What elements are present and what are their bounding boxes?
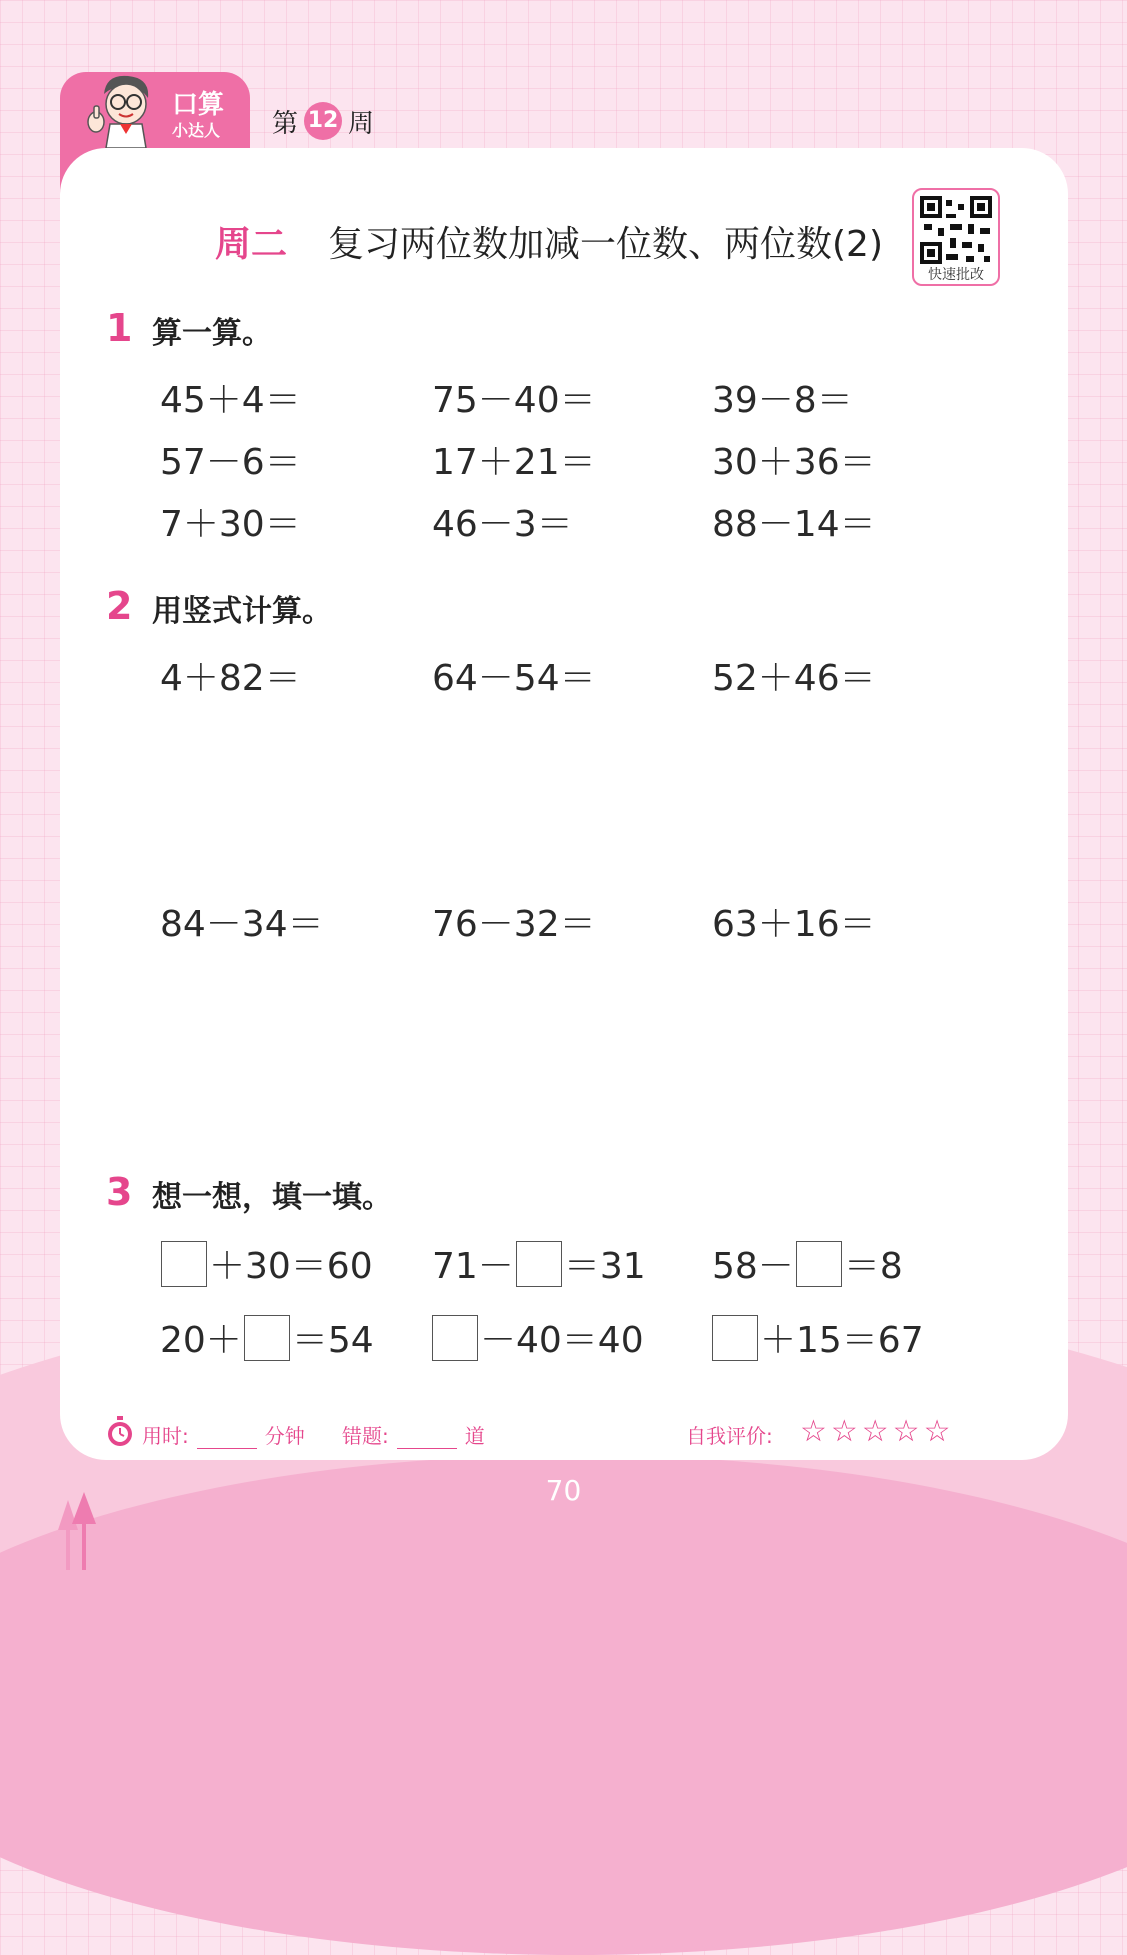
week-number-badge: 12 xyxy=(304,102,342,140)
equation: 63＋16＝ xyxy=(712,904,876,945)
equation: 39－8＝ xyxy=(712,380,853,421)
equation: 75－40＝ xyxy=(432,380,596,421)
answer-box[interactable] xyxy=(712,1315,758,1361)
day-label: 周二 xyxy=(215,224,288,265)
equation-after: ＋15＝67 xyxy=(760,1320,924,1361)
star-rating[interactable]: ☆☆☆☆☆ xyxy=(800,1414,955,1449)
page-number: 70 xyxy=(545,1474,582,1507)
equation: 88－14＝ xyxy=(712,504,876,545)
errors-input-line[interactable] xyxy=(397,1428,457,1449)
equation: 17＋21＝ xyxy=(432,442,596,483)
answer-box[interactable] xyxy=(244,1315,290,1361)
time-input-line[interactable] xyxy=(197,1428,257,1449)
answer-box[interactable] xyxy=(432,1315,478,1361)
equation-before: 20＋ xyxy=(160,1320,242,1361)
fill-in-equation xyxy=(159,1238,373,1289)
fill-in-equation xyxy=(430,1312,644,1363)
equation-after: －40＝40 xyxy=(480,1320,644,1361)
qr-pattern xyxy=(916,194,996,266)
time-unit: 分钟 xyxy=(264,1424,305,1448)
fill-in-equation xyxy=(712,1238,903,1289)
equation: 4＋82＝ xyxy=(160,658,301,699)
equation-before: 71－ xyxy=(432,1246,514,1287)
time-used xyxy=(142,1420,305,1449)
errors-unit: 道 xyxy=(464,1424,485,1448)
week-prefix: 第 xyxy=(272,108,299,139)
equation-after: ＝31 xyxy=(563,1246,646,1287)
answer-box[interactable] xyxy=(516,1241,562,1287)
equation: 52＋46＝ xyxy=(712,658,876,699)
section-number: 2 xyxy=(106,584,133,628)
arrow-decoration-icon xyxy=(54,1490,100,1570)
equation: 84－34＝ xyxy=(160,904,324,945)
stopwatch-icon xyxy=(106,1416,134,1448)
section-title: 算一算。 xyxy=(152,316,272,351)
equation: 76－32＝ xyxy=(432,904,596,945)
equation: 64－54＝ xyxy=(432,658,596,699)
section-title: 想一想，填一填。 xyxy=(152,1180,392,1215)
qr-label: 快速批改 xyxy=(928,267,984,283)
equation: 45＋4＝ xyxy=(160,380,301,421)
page-title: 复习两位数加减一位数、两位数(2) xyxy=(328,224,883,265)
answer-box[interactable] xyxy=(796,1241,842,1287)
fill-in-equation xyxy=(160,1312,374,1363)
background-hill-front xyxy=(0,1455,1127,1955)
brand-title: 口算 xyxy=(172,90,225,120)
equation-before: 58－ xyxy=(712,1246,794,1287)
section-number: 3 xyxy=(106,1170,133,1214)
section-number: 1 xyxy=(106,306,133,350)
equation-after: ＋30＝60 xyxy=(209,1246,373,1287)
equation: 57－6＝ xyxy=(160,442,301,483)
section-title: 用竖式计算。 xyxy=(152,594,332,629)
brand-subtitle: 小达人 xyxy=(172,121,221,140)
equation-after: ＝54 xyxy=(291,1320,374,1361)
equation: 7＋30＝ xyxy=(160,504,301,545)
errors-count xyxy=(342,1420,485,1449)
week-suffix: 周 xyxy=(348,108,375,139)
time-label: 用时: xyxy=(142,1424,189,1448)
equation-after: ＝8 xyxy=(843,1246,903,1287)
self-eval-label: 自我评价: xyxy=(686,1424,773,1448)
equation: 30＋36＝ xyxy=(712,442,876,483)
answer-box[interactable] xyxy=(161,1241,207,1287)
fill-in-equation xyxy=(432,1238,646,1289)
fill-in-equation xyxy=(710,1312,924,1363)
week-indicator xyxy=(272,102,374,140)
mascot-icon xyxy=(84,72,164,148)
equation: 46－3＝ xyxy=(432,504,573,545)
errors-label: 错题: xyxy=(342,1424,389,1448)
